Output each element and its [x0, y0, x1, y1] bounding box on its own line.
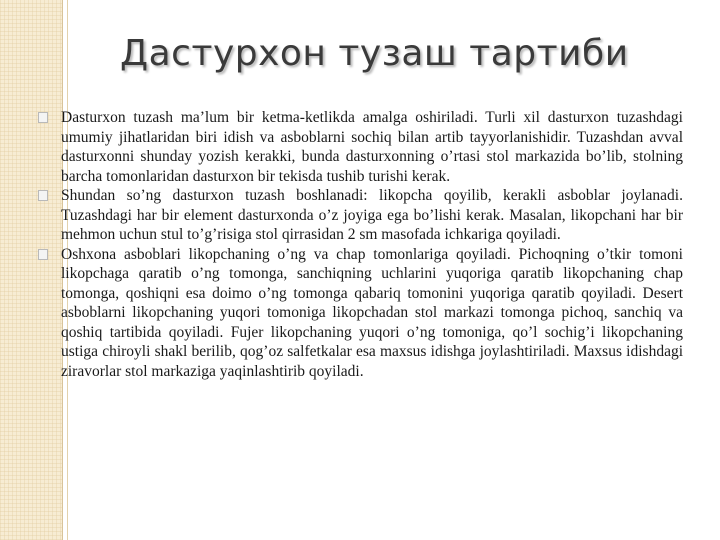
checkbox-bullet-icon: [38, 249, 48, 260]
checkbox-bullet-icon: [38, 190, 48, 201]
slide-body: [38, 108, 683, 381]
bullet-item: [38, 108, 683, 186]
checkbox-bullet-icon: [38, 112, 48, 123]
bullet-text: Shundan so’ng dasturxon tuzash boshlanadi: likopcha qoyilib, kerakli asboblar joylanadi. Tuzashdagi har bir element dasturxonda o’z joyiga ega bo’lishi kerak. Masalan, likopchani har bir mehmon uchun stul to’g’risiga stol qirrasidan 2 sm masofada ichkariga qoyiladi.: [61, 187, 683, 243]
bullet-text: Dasturxon tuzash ma’lum bir ketma-ketlikda amalga oshiriladi. Turli xil dasturxon tuzashdagi umumiy jihatlaridan biri idish va asboblarni sochiq bilan artib tayyorlanishidir. Tuzashdan avval dasturxonni shunday yozish kerakki, bunda dasturxonning o’rtasi stol markazida bo’lib, stolning barcha tomonlaridan dasturxon bir tekisda tushib turishi kerak.: [61, 109, 683, 185]
slide-title: Дастурхон тузаш тартиби: [120, 33, 629, 74]
bullet-item: [38, 245, 683, 382]
bullet-item: [38, 186, 683, 245]
bullet-text: Oshxona asboblari likopchaning o’ng va chap tomonlariga qoyiladi. Pichoqning o’tkir tomoni likopchaga qaratib o’ng tomonga, sanchiqning uchlarini yuqoriga qaratib likopchaning chap tomonga, qoshiqni esa doimo o’ng tomonga qabariq tomonini yuqoriga qaratib qoyiladi. Desert asboblarni likopchaning yuqori tomoniga likopchadan stol markazi tomonga pichoq, sanchiq va qoshiq tartibida qoyiladi. Fujer likopchaning yuqori o’ng tomoniga, qo’l sochig’i likopchaning ustiga chiroyli shakl berilib, qog’oz salfetkalar esa maxsus idishga joylashtiriladi. Maxsus idishdagi ziravorlar stol markaziga yaqinlashtirib qoyiladi.: [61, 245, 683, 380]
